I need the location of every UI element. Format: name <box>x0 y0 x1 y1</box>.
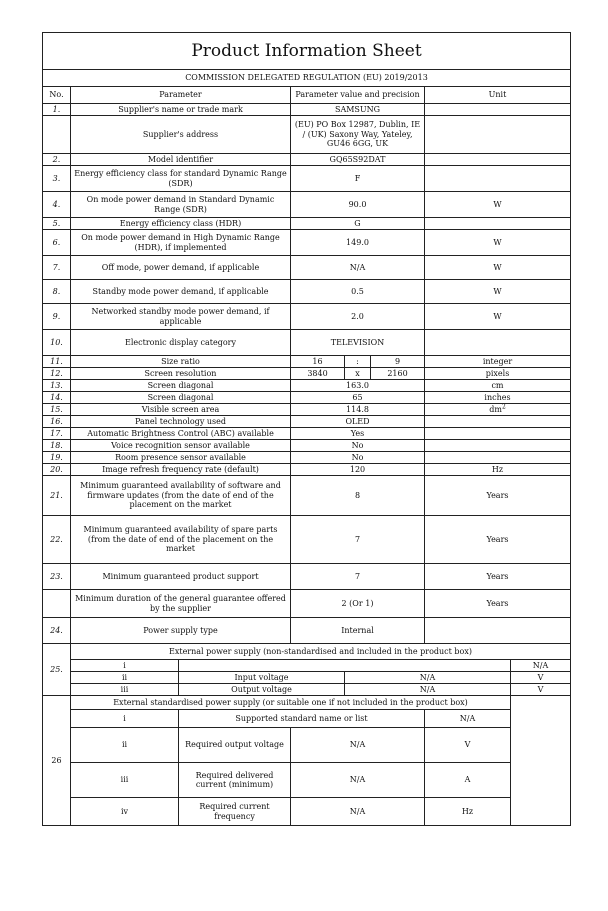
row-number: 7. <box>43 256 71 280</box>
parameter-cell: Screen resolution <box>71 368 291 380</box>
unit-cell: Years <box>425 564 571 590</box>
unit-cell: W <box>425 304 571 330</box>
empty-cell <box>511 696 571 826</box>
parameter-cell: Output voltage <box>179 684 345 696</box>
unit-cell: A <box>425 763 511 798</box>
parameter-cell: Screen diagonal <box>71 392 291 404</box>
row-number: 20. <box>43 464 71 476</box>
row-number: 1. <box>43 104 71 116</box>
value-part: 2160 <box>371 368 425 380</box>
header-unit: Unit <box>425 87 571 104</box>
parameter-cell: Voice recognition sensor available <box>71 440 291 452</box>
row-number: 8. <box>43 280 71 304</box>
parameter-cell: Minimum guaranteed availability of spare parts (from the date of end of the placement on the market <box>71 516 291 564</box>
unit-superscript: 2 <box>501 403 506 411</box>
unit-cell: V <box>425 728 511 763</box>
unit-cell: Hz <box>425 464 571 476</box>
value-cell: SAMSUNG <box>291 104 425 116</box>
value-cell: 149.0 <box>291 230 425 256</box>
unit-cell: Years <box>425 476 571 516</box>
row-number <box>43 590 71 618</box>
sub-label: i <box>71 660 179 672</box>
parameter-cell: Size ratio <box>71 356 291 368</box>
sub-label: i <box>71 710 179 728</box>
parameter-cell: Off mode, power demand, if applicable <box>71 256 291 280</box>
value-separator: x <box>345 368 371 380</box>
value-cell: No <box>291 440 425 452</box>
value-part: 9 <box>371 356 425 368</box>
value-cell: Yes <box>291 428 425 440</box>
sub-label: iii <box>71 763 179 798</box>
row-number <box>43 116 71 154</box>
unit-cell: W <box>425 230 571 256</box>
unit-cell <box>425 154 571 166</box>
parameter-cell: Image refresh frequency rate (default) <box>71 464 291 476</box>
row-number: 16. <box>43 416 71 428</box>
parameter-cell: Input voltage <box>179 672 345 684</box>
parameter-cell: Panel technology used <box>71 416 291 428</box>
parameter-cell: Supported standard name or list <box>179 710 425 728</box>
value-cell: G <box>291 218 425 230</box>
row-number: 19. <box>43 452 71 464</box>
parameter-cell: Room presence sensor available <box>71 452 291 464</box>
unit-cell: Hz <box>425 798 511 826</box>
row-number: 13. <box>43 380 71 392</box>
value-cell: No <box>291 452 425 464</box>
value-cell: Internal <box>291 618 425 644</box>
value-cell: (EU) PO Box 12987, Dublin, IE / (UK) Saxony Way, Yateley, GU46 6GG, UK <box>291 116 425 154</box>
parameter-cell: Supplier's name or trade mark <box>71 104 291 116</box>
unit-cell <box>425 416 571 428</box>
value-cell: N/A <box>291 728 425 763</box>
row-number: 23. <box>43 564 71 590</box>
sub-label: ii <box>71 728 179 763</box>
value-cell: GQ65S92DAT <box>291 154 425 166</box>
row-number: 12. <box>43 368 71 380</box>
value-part: 16 <box>291 356 345 368</box>
value-part: 3840 <box>291 368 345 380</box>
section-header: External power supply (non-standardised and included in the product box) <box>71 644 571 660</box>
header-parameter: Parameter <box>71 87 291 104</box>
section-header: External standardised power supply (or suitable one if not included in the product box) <box>71 696 511 710</box>
row-number: 4. <box>43 192 71 218</box>
parameter-cell: Electronic display category <box>71 330 291 356</box>
unit-cell: integer <box>425 356 571 368</box>
parameter-cell: Required delivered current (minimum) <box>179 763 291 798</box>
unit-text: dm <box>489 404 502 414</box>
value-cell: N/A <box>291 798 425 826</box>
product-info-table <box>42 32 571 826</box>
value-cell: N/A <box>291 256 425 280</box>
unit-cell: cm <box>425 380 571 392</box>
unit-cell: Years <box>425 590 571 618</box>
row-number: 21. <box>43 476 71 516</box>
unit-cell <box>425 618 571 644</box>
regulation-heading: COMMISSION DELEGATED REGULATION (EU) 2019/2013 <box>43 70 571 87</box>
value-cell: 120 <box>291 464 425 476</box>
parameter-cell: Minimum duration of the general guarantee offered by the supplier <box>71 590 291 618</box>
unit-cell <box>425 440 571 452</box>
unit-cell <box>425 116 571 154</box>
row-number: 2. <box>43 154 71 166</box>
value-cell: OLED <box>291 416 425 428</box>
row-number: 25. <box>43 644 71 696</box>
parameter-cell: Minimum guaranteed availability of software and firmware updates (from the date of end of the placement on the market <box>71 476 291 516</box>
row-number: 10. <box>43 330 71 356</box>
unit-cell <box>425 218 571 230</box>
parameter-cell: Automatic Brightness Control (ABC) available <box>71 428 291 440</box>
empty-cell <box>179 660 511 672</box>
row-number: 26 <box>43 696 71 826</box>
value-cell: 2.0 <box>291 304 425 330</box>
parameter-cell: Standby mode power demand, if applicable <box>71 280 291 304</box>
unit-cell <box>425 428 571 440</box>
sub-label: iv <box>71 798 179 826</box>
value-cell: N/A <box>345 672 511 684</box>
value-cell: TELEVISION <box>291 330 425 356</box>
parameter-cell: On mode power demand in Standard Dynamic Range (SDR) <box>71 192 291 218</box>
unit-cell: V <box>511 684 571 696</box>
parameter-cell: Model identifier <box>71 154 291 166</box>
unit-cell: W <box>425 192 571 218</box>
unit-cell: pixels <box>425 368 571 380</box>
row-number: 9. <box>43 304 71 330</box>
parameter-cell: Networked standby mode power demand, if applicable <box>71 304 291 330</box>
sub-label: ii <box>71 672 179 684</box>
unit-cell <box>425 404 571 416</box>
parameter-cell: Required current frequency <box>179 798 291 826</box>
unit-cell: W <box>425 256 571 280</box>
value-cell: 114.8 <box>291 404 425 416</box>
unit-cell: inches <box>425 392 571 404</box>
value-cell: 163.0 <box>291 380 425 392</box>
parameter-cell: Required output voltage <box>179 728 291 763</box>
parameter-cell: Supplier's address <box>71 116 291 154</box>
value-cell: N/A <box>511 660 571 672</box>
header-no: No. <box>43 87 71 104</box>
value-separator: : <box>345 356 371 368</box>
row-number: 6. <box>43 230 71 256</box>
parameter-cell: Power supply type <box>71 618 291 644</box>
unit-cell <box>425 452 571 464</box>
value-cell: 65 <box>291 392 425 404</box>
row-number: 24. <box>43 618 71 644</box>
unit-cell: W <box>425 280 571 304</box>
parameter-cell: Energy efficiency class (HDR) <box>71 218 291 230</box>
unit-cell: V <box>511 672 571 684</box>
row-number: 14. <box>43 392 71 404</box>
unit-cell <box>425 166 571 192</box>
value-cell: 90.0 <box>291 192 425 218</box>
parameter-cell: Screen diagonal <box>71 380 291 392</box>
parameter-cell: Visible screen area <box>71 404 291 416</box>
parameter-cell: On mode power demand in High Dynamic Range (HDR), if implemented <box>71 230 291 256</box>
parameter-cell: Energy efficiency class for standard Dynamic Range (SDR) <box>71 166 291 192</box>
row-number: 3. <box>43 166 71 192</box>
value-cell: 7 <box>291 564 425 590</box>
row-number: 22. <box>43 516 71 564</box>
header-value: Parameter value and precision <box>291 87 425 104</box>
value-cell: N/A <box>345 684 511 696</box>
row-number: 5. <box>43 218 71 230</box>
value-cell: N/A <box>425 710 511 728</box>
unit-cell <box>425 104 571 116</box>
unit-cell: Years <box>425 516 571 564</box>
row-number: 18. <box>43 440 71 452</box>
unit-cell <box>425 330 571 356</box>
row-number: 15. <box>43 404 71 416</box>
value-cell: 2 (Or 1) <box>291 590 425 618</box>
value-cell: 7 <box>291 516 425 564</box>
page-title: Product Information Sheet <box>43 33 571 70</box>
row-number: 17. <box>43 428 71 440</box>
sub-label: iii <box>71 684 179 696</box>
value-cell: N/A <box>291 763 425 798</box>
row-number: 11. <box>43 356 71 368</box>
parameter-cell: Minimum guaranteed product support <box>71 564 291 590</box>
value-cell: 8 <box>291 476 425 516</box>
value-cell: F <box>291 166 425 192</box>
value-cell: 0.5 <box>291 280 425 304</box>
